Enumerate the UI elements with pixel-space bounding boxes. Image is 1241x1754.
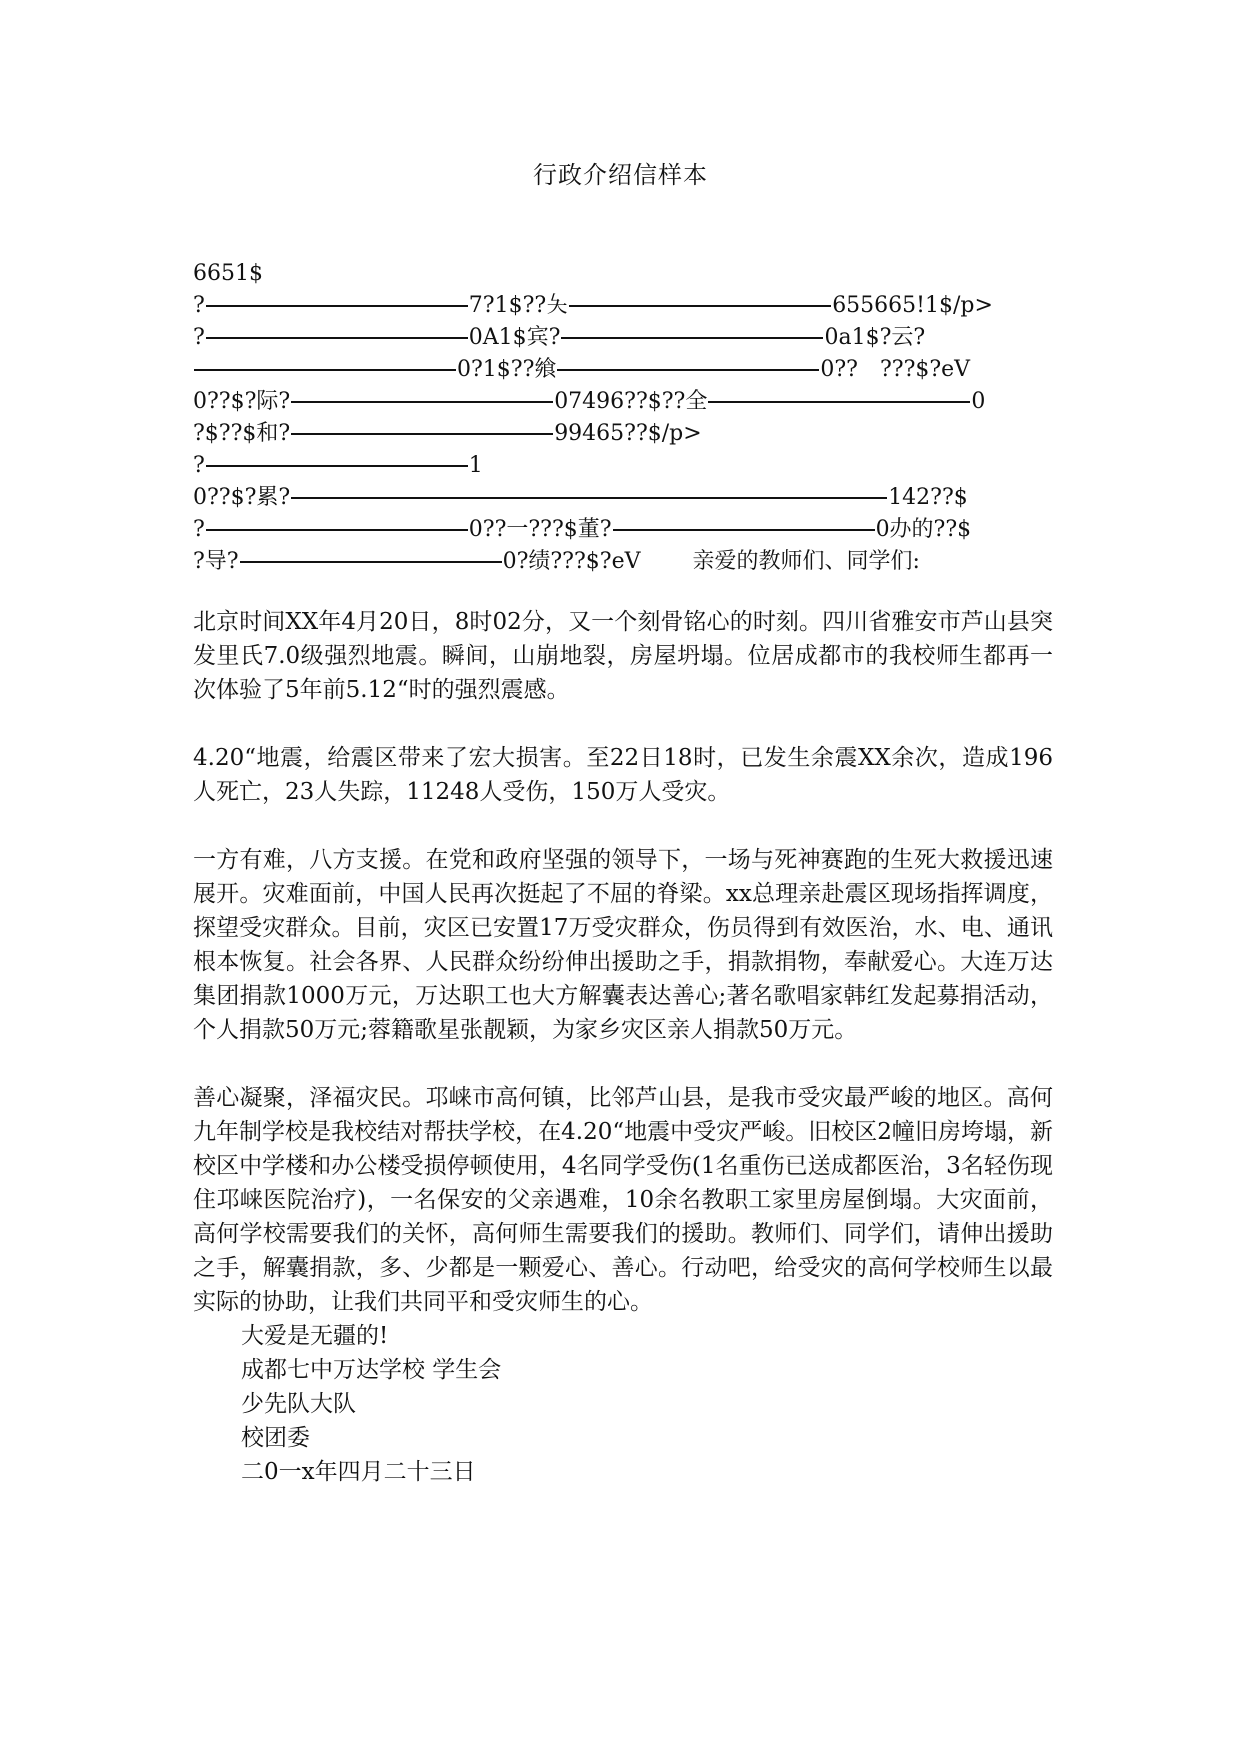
form-text: ?	[193, 453, 205, 478]
form-line-8	[193, 482, 1053, 514]
blank-underline	[557, 369, 819, 371]
form-text: 07496??$??全	[554, 389, 708, 414]
form-line-1	[193, 258, 1053, 290]
body-paragraph-3: 一方有难，八方支援。在党和政府坚强的领导下，一场与死神赛跑的生死大救援迅速展开。灾难面前，中国人民再次挺起了不屈的脊梁。xx总理亲赴震区现场指挥调度，探望受灾群众。目前，灾区已安置17万受灾群众，伤员得到有效医治，水、电、通讯根本恢复。社会各界、人民群众纷纷伸出援助之手，捐款捐物，奉献爱心。大连万达集团捐款1000万元，万达职工也大方解囊表达善心;著名歌唱家韩红发起募捐活动，个人捐款50万元;蓉籍歌星张靓颖，为家乡灾区亲人捐款50万元。	[193, 847, 1053, 1043]
signature-student-union: 成都七中万达学校 学生会	[241, 1357, 502, 1383]
form-text: 6651$	[193, 261, 263, 286]
form-text: ?$??$和?	[193, 421, 291, 446]
form-text: 655665!1$/p>	[832, 293, 993, 318]
form-line-4	[193, 354, 1053, 386]
blank-underline	[613, 529, 875, 531]
form-line-9	[193, 514, 1053, 546]
letter-date: 二0一x年四月二十三日	[241, 1459, 476, 1485]
blank-underline	[206, 337, 468, 339]
form-line-5	[193, 386, 1053, 418]
form-text: 1	[468, 453, 483, 478]
blank-underline	[291, 497, 887, 499]
form-text: 0?1$??飨	[457, 357, 557, 382]
blank-underline	[561, 337, 823, 339]
body-paragraph-1: 北京时间XX年4月20日，8时02分，又一个刻骨铭心的时刻。四川省雅安市芦山县突发里氏7.0级强烈地震。瞬间，山崩地裂，房屋坍塌。位居成都市的我校师生都再一次体验了5年前5.12“时的强烈震感。	[193, 609, 1053, 703]
signature-young-pioneers: 少先队大队	[241, 1391, 356, 1417]
form-line-7	[193, 450, 1053, 482]
form-text: 99465??$/p>	[554, 421, 702, 446]
form-text: 0A1$宾?	[468, 325, 561, 350]
blank-underline	[291, 401, 553, 403]
blank-underline	[206, 529, 468, 531]
form-text: 142??$	[888, 485, 968, 510]
blank-underline	[206, 465, 468, 467]
form-text: ?	[193, 325, 205, 350]
body-paragraph-2: 4.20“地震，给震区带来了宏大损害。至22日18时，已发生余震XX余次，造成196人死亡，23人失踪，11248人受伤，150万人受灾。	[193, 745, 1053, 805]
form-line-2	[193, 290, 1053, 322]
form-text: 0??一???$董?	[468, 517, 612, 542]
form-line-10	[193, 546, 1053, 578]
blank-underline	[291, 433, 553, 435]
form-text: ?	[193, 293, 205, 318]
blank-underline	[708, 401, 970, 403]
blank-underline	[240, 561, 502, 563]
blank-underline	[206, 305, 468, 307]
form-fields-block	[193, 258, 1053, 578]
form-text: 0办的??$	[875, 517, 972, 542]
blank-underline	[194, 369, 456, 371]
form-text: 7?1$??夨	[468, 293, 569, 318]
document-title: 行政介绍信样本	[533, 161, 708, 189]
form-text: 0?绩???$?eV	[502, 549, 641, 574]
form-text: ?导?	[193, 549, 239, 574]
form-text: 0??$?际?	[193, 389, 291, 414]
form-line-3	[193, 322, 1053, 354]
signature-youth-league: 校团委	[241, 1425, 310, 1451]
form-line-6	[193, 418, 1053, 450]
form-text: 0?? ???$?eV	[820, 357, 971, 382]
body-paragraph-4: 善心凝聚，泽福灾民。邛崃市高何镇，比邻芦山县，是我市受灾最严峻的地区。高何九年制学校是我校结对帮扶学校，在4.20“地震中受灾严峻。旧校区2幢旧房垮塌，新校区中学楼和办公楼受损停顿使用，4名同学受伤(1名重伤已送成都医治，3名轻伤现住邛崃医院治疗)，一名保安的父亲遇难，10余名教职工家里房屋倒塌。大灾面前，高何学校需要我们的关怀，高何师生需要我们的援助。教师们、同学们，请伸出援助之手，解囊捐款，多、少都是一颗爱心、善心。行动吧，给受灾的高何学校师生以最实际的协助，让我们共同平和受灾师生的心。	[193, 1085, 1053, 1315]
form-text: 0a1$?云?	[824, 325, 926, 350]
form-text: 0??$?累?	[193, 485, 291, 510]
letter-body	[193, 605, 1053, 1489]
form-text: 0	[971, 389, 986, 414]
salutation: 亲爱的教师们、同学们:	[692, 549, 920, 574]
form-text: ?	[193, 517, 205, 542]
blank-underline	[569, 305, 831, 307]
closing-slogan: 大爱是无疆的!	[241, 1323, 389, 1349]
